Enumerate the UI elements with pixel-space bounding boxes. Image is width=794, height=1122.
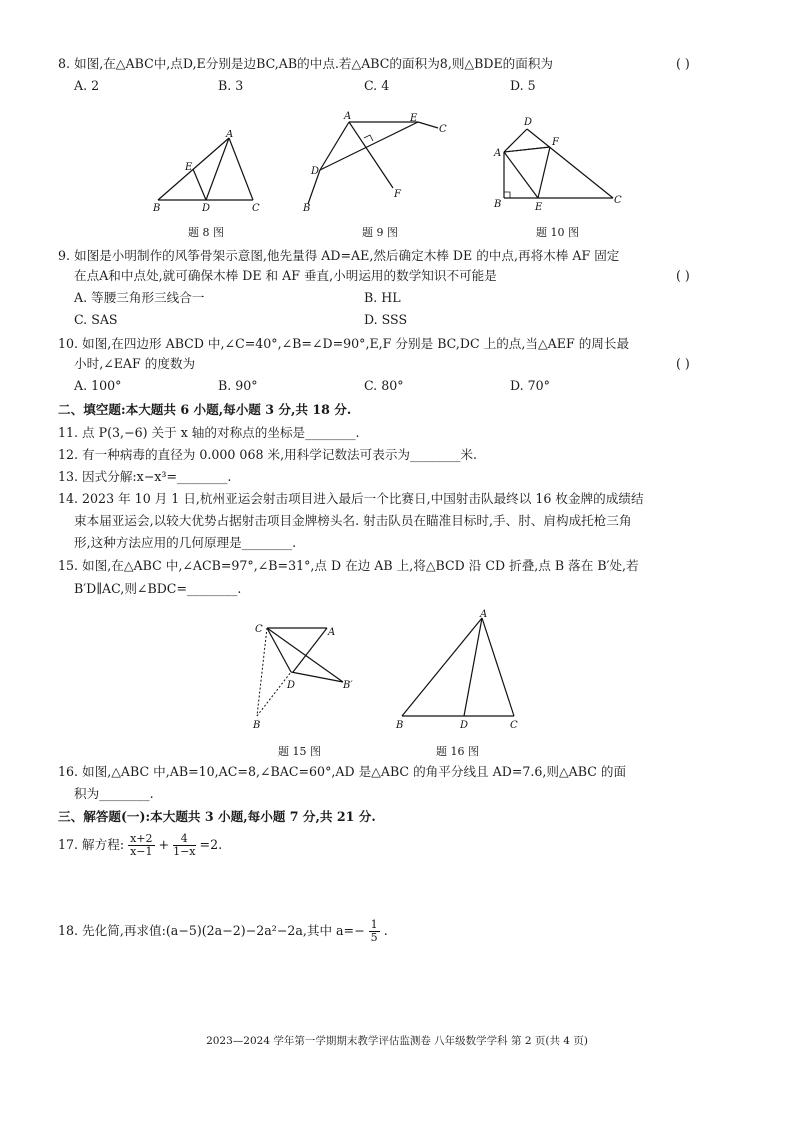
q10-option-d: D. 70° (510, 378, 550, 393)
q17 (58, 832, 222, 858)
q17-fraction-2 (173, 833, 195, 858)
figure-10 (490, 112, 625, 217)
fig8-label-a: A (226, 130, 234, 140)
q16-line1: 16. 如图,△ABC 中,AB=10,AC=8,∠BAC=60°,AD 是△ABC 的角平分线且 AD=7.6,则△ABC 的面 (58, 764, 627, 779)
figure-15 (245, 616, 365, 736)
q13: 13. 因式分解:x−x³=________. (58, 469, 232, 484)
q18 (58, 918, 388, 944)
q18-prefix: 18. 先化简,再求值:(a−5)(2a−2)−2a²−2a,其中 a=− (58, 923, 365, 938)
q10-option-c: C. 80° (364, 378, 404, 393)
page-footer: 2023—2024 学年第一学期期末教学评估监测卷 八年级数学学科 第 2 页(共 4 页) (206, 1035, 588, 1047)
fig9-label-a: A (344, 111, 352, 122)
fig10-label-a: A (494, 148, 502, 159)
figure-9 (298, 108, 458, 218)
fig9-caption: 题 9 图 (362, 226, 398, 239)
section-2-heading: 二、填空题:本大题共 6 小题,每小题 3 分,共 18 分. (58, 402, 352, 417)
q17-frac2-denominator: 1−x (173, 845, 196, 858)
fig9-label-e: E (410, 113, 418, 124)
q17-prefix: 17. 解方程: (58, 837, 125, 852)
q18-fraction (369, 919, 380, 944)
q17-frac2-numerator: 4 (173, 833, 195, 846)
q18-frac-numerator: 1 (370, 918, 378, 931)
q14-line2: 束本届亚运会,以较大优势占据射击项目金牌榜头名. 射击队员在瞄准目标时,手、肘、肩构成托枪三角 (74, 513, 632, 528)
q17-frac1-denominator: x−1 (130, 845, 153, 858)
q12: 12. 有一种病毒的直径为 0.000 068 米,用科学记数法可表示为________米. (58, 447, 477, 462)
fig16-label-b: B (396, 720, 404, 731)
fig10-label-f: F (552, 137, 559, 148)
q8-option-a: A. 2 (74, 78, 100, 93)
q14-line1: 14. 2023 年 10 月 1 日,杭州亚运会射击项目进入最后一个比赛日,中国射击队最终以 16 枚金牌的成绩结 (58, 491, 644, 506)
q17-suffix: =2. (199, 837, 223, 852)
fig16-caption: 题 16 图 (436, 745, 479, 758)
q9-option-c: C. SAS (74, 312, 118, 327)
fig9-label-b: B (303, 203, 311, 214)
fig15-label-a: A (328, 627, 336, 638)
fig10-caption: 题 10 图 (536, 226, 579, 239)
figure-8 (145, 130, 270, 220)
q15-line1: 15. 如图,在△ABC 中,∠ACB=97°,∠B=31°,点 D 在边 AB 上,将△BCD 沿 CD 折叠,点 B 落在 B′处,若 (58, 558, 639, 573)
q9-line2: 在点A和中点处,就可确保木棒 DE 和 AF 垂直,小明运用的数学知识不可能是 (74, 268, 497, 283)
fig10-label-b: B (494, 199, 502, 210)
q10-option-a: A. 100° (74, 378, 122, 393)
fig8-label-b: B (153, 203, 161, 214)
q15-line2: B′D∥AC,则∠BDC=________. (74, 581, 242, 596)
fig8-caption: 题 8 图 (188, 226, 224, 239)
fig9-label-d: D (311, 166, 320, 177)
q8-option-b: B. 3 (218, 78, 244, 93)
q11: 11. 点 P(3,−6) 关于 x 轴的对称点的坐标是________. (58, 425, 360, 440)
fig16-label-a: A (480, 609, 488, 620)
q8-paren: ( ) (676, 56, 690, 71)
q9-option-a: A. 等腰三角形三线合一 (74, 290, 205, 305)
q10-paren: ( ) (676, 356, 690, 371)
section-3-heading: 三、解答题(一):本大题共 3 小题,每小题 7 分,共 21 分. (58, 809, 376, 824)
q10-line1: 10. 如图,在四边形 ABCD 中,∠C=40°,∠B=∠D=90°,E,F 分别是 BC,DC 上的点,当△AEF 的周长最 (58, 336, 630, 351)
fig8-label-d: D (202, 203, 211, 214)
fig10-label-c: C (614, 195, 622, 206)
fig8-label-e: E (185, 162, 193, 173)
fig10-label-e: E (535, 202, 543, 213)
q9-option-b: B. HL (364, 290, 401, 305)
q10-line2: 小时,∠EAF 的度数为 (74, 356, 196, 371)
q8-stem: 8. 如图,在△ABC中,点D,E分别是边BC,AB的中点.若△ABC的面积为8,则△BDE的面积为 (58, 56, 554, 71)
fig15-label-c: C (255, 624, 263, 635)
q16-line2: 积为________. (74, 786, 154, 801)
q9-paren: ( ) (676, 268, 690, 283)
fig9-label-f: F (394, 189, 401, 200)
q8-option-d: D. 5 (510, 78, 536, 93)
fig9-label-c: C (439, 124, 447, 135)
figure-16 (392, 606, 532, 734)
fig8-label-c: C (252, 203, 260, 214)
q14-line3: 形,这种方法应用的几何原理是________. (74, 535, 297, 550)
q10-option-b: B. 90° (218, 378, 258, 393)
fig15-label-b-prime: B′ (343, 680, 353, 691)
q17-fraction-1 (128, 833, 154, 858)
q8-option-c: C. 4 (364, 78, 390, 93)
fig16-label-c: C (510, 720, 518, 731)
q18-frac-denominator: 5 (370, 931, 378, 944)
fig15-label-b: B (253, 720, 261, 731)
fig16-label-d: D (460, 720, 469, 731)
q9-option-d: D. SSS (364, 312, 408, 327)
q18-suffix: . (383, 923, 388, 938)
q17-plus: + (158, 837, 170, 852)
fig10-label-d: D (524, 117, 533, 128)
q17-frac1-numerator: x+2 (130, 832, 153, 845)
q9-line1: 9. 如图是小明制作的风筝骨架示意图,他先量得 AD=AE,然后确定木棒 DE 的中点,再将木棒 AF 固定 (58, 248, 620, 263)
fig15-label-d: D (287, 680, 296, 691)
fig15-caption: 题 15 图 (278, 745, 321, 758)
